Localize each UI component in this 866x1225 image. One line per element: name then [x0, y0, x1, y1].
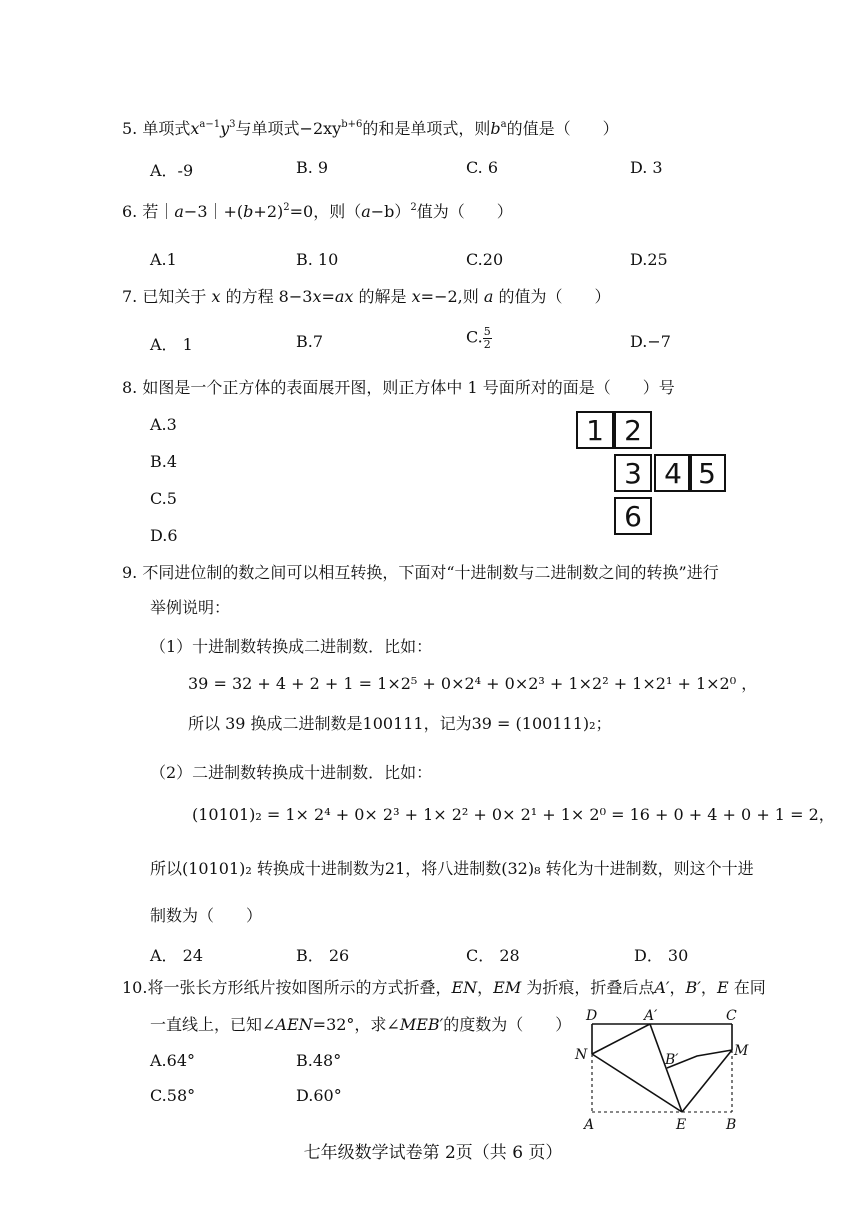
- q9-option-c[interactable]: C． 28: [466, 946, 520, 965]
- q7-number: 7.: [122, 287, 138, 306]
- q6-option-b[interactable]: B. 10: [296, 250, 339, 269]
- label-n: N: [575, 1047, 588, 1063]
- q7-stem: 7. 已知关于 x 的方程 8−3x=ax 的解是 x=−2,则 a 的值为（ ）: [122, 287, 611, 306]
- q8-stem: 8. 如图是一个正方体的表面展开图，则正方体中 1 号面所对的面是（ ）号: [122, 378, 675, 397]
- q10-number: 10.: [122, 978, 148, 997]
- cube-face-4: 4: [654, 454, 692, 492]
- q7-option-c[interactable]: C. $\frac{5}{2}$: [466, 325, 491, 351]
- q9-part2-equation: (10101)₂ = 1× 2⁴ + 0× 2³ + 1× 2² + 0× 2¹ + 1× 2⁰ = 16 + 0 + 4 + 0 + 1 = 2，: [192, 805, 835, 824]
- q9-part1-title: （1）十进制数转换成二进制数．比如：: [150, 637, 433, 656]
- q8-number: 8.: [122, 378, 138, 397]
- q5-stem: 5. 单项式$x^{a-1}y^3$与单项式$-2xy^{b+6}$的和是单项式，则$b^a$的值是（ ）: [122, 119, 619, 138]
- label-m: M: [734, 1043, 749, 1059]
- q9-conclusion-line1: 所以(10101)₂ 转换成十进制数为21，将八进制数(32)₈ 转化为十进制数，则这个十进: [150, 859, 754, 878]
- q9-conclusion-line2: 制数为（ ）: [150, 906, 263, 925]
- cube-face-6: 6: [614, 497, 652, 535]
- label-a-prime: A′: [644, 1008, 658, 1024]
- q5-option-c[interactable]: C. 6: [466, 158, 499, 177]
- q6-option-d[interactable]: D.25: [630, 250, 668, 269]
- q7-option-c-fraction: $\frac{5}{2}$: [483, 325, 491, 351]
- q9-stem-line1: 9. 不同进位制的数之间可以相互转换，下面对“十进制数与二进制数之间的转换”进行: [122, 563, 719, 582]
- q10-option-a[interactable]: A.64°: [150, 1051, 195, 1070]
- q6-number: 6.: [122, 202, 138, 221]
- q7-option-d[interactable]: D.−7: [630, 332, 671, 351]
- q10-stem-line1: 10.将一张长方形纸片按如图所示的方式折叠，EN，EM 为折痕，折叠后点A′，B′，E 在同: [122, 978, 766, 997]
- q5-number: 5.: [122, 119, 138, 138]
- q10-option-c[interactable]: C.58°: [150, 1086, 196, 1105]
- label-c: C: [726, 1008, 737, 1024]
- label-e: E: [676, 1117, 687, 1132]
- q6-option-a[interactable]: A.1: [150, 250, 177, 269]
- q9-part1-conclusion: 所以 39 换成二进制数是100111，记为39 = (100111)₂；: [188, 714, 612, 733]
- q10-stem-line2: 一直线上，已知∠AEN=32°，求∠MEB′的度数为（ ）: [150, 1015, 572, 1034]
- q9-stem-line2: 举例说明：: [150, 598, 231, 617]
- q6-option-c[interactable]: C.20: [466, 250, 504, 269]
- q8-option-d[interactable]: D.6: [150, 526, 178, 545]
- q9-option-b[interactable]: B． 26: [296, 946, 350, 965]
- page-footer: 七年级数学试卷第 2页（共 6 页）: [303, 1143, 563, 1163]
- q10-option-b[interactable]: B.48°: [296, 1051, 342, 1070]
- cube-net-figure: [576, 411, 726, 541]
- label-d: D: [586, 1008, 598, 1024]
- folded-rectangle-figure: [572, 1004, 752, 1132]
- q9-part2-title: （2）二进制数转换成十进制数．比如：: [150, 763, 433, 782]
- cube-face-5: 5: [688, 454, 726, 492]
- q9-number: 9.: [122, 563, 138, 582]
- label-a: A: [584, 1117, 595, 1132]
- cube-face-2: 2: [614, 411, 652, 449]
- q8-option-c[interactable]: C.5: [150, 489, 177, 508]
- q5-option-a[interactable]: A．-9: [150, 161, 194, 180]
- q10-option-d[interactable]: D.60°: [296, 1086, 342, 1105]
- q5-option-b[interactable]: B. 9: [296, 158, 329, 177]
- q9-option-d[interactable]: D． 30: [634, 946, 689, 965]
- fold-edge-na: [592, 1024, 650, 1054]
- q7-option-a[interactable]: A． 1: [150, 335, 193, 354]
- q8-option-b[interactable]: B.4: [150, 452, 178, 471]
- label-b: B: [726, 1117, 737, 1132]
- q9-part1-equation: 39 = 32 + 4 + 2 + 1 = 1×2⁵ + 0×2⁴ + 0×2³ + 1×2² + 1×2¹ + 1×2⁰ ，: [188, 674, 758, 693]
- q6-stem: 6. 若$|a-3|+(b+2)^2=0$，则$(a-b)^2$值为（ ）: [122, 202, 513, 221]
- cube-face-3: 3: [614, 454, 652, 492]
- label-b-prime: B′: [665, 1052, 679, 1068]
- q8-option-a[interactable]: A.3: [150, 415, 177, 434]
- q9-option-a[interactable]: A． 24: [150, 946, 204, 965]
- q7-option-b[interactable]: B.7: [296, 332, 324, 351]
- cube-face-1: 1: [576, 411, 614, 449]
- fold-line-ae: [650, 1024, 682, 1112]
- q5-option-d[interactable]: D. 3: [630, 158, 663, 177]
